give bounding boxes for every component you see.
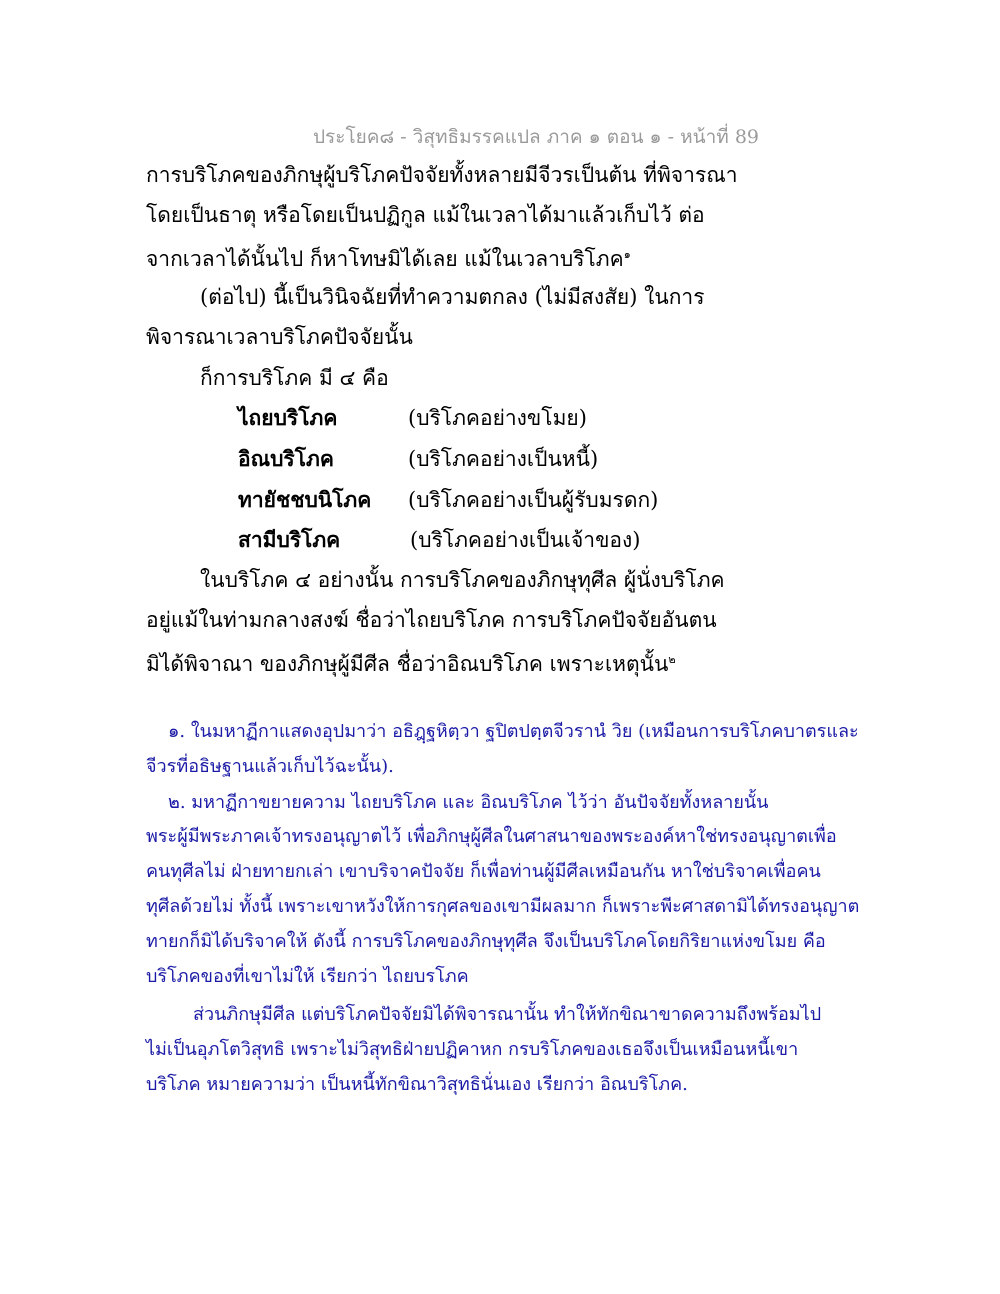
body-text: มิได้พิจาณา ของภิกษุผู้มีศีล ชื่อว่าอิณบริโภค เพราะเหตุนั้น [146,652,669,676]
footnote-line: ทุศีลด้วยไม่ ทั้งนี้ เพราะเขาหวังให้การกุศลของเขามีผลมาก ก็เพราะพีะศาสดามิได้ทรงอนุญาต [146,896,860,917]
footnote-line: ส่วนภิกษุมีศีล แต่บริโภคปัจจัยมิได้พิจารณานั้น ทำให้ทักขิณาขาดความถึงพร้อมไป [193,1004,822,1025]
body-line: ก็การบริโภค มี ๔ คือ [200,366,389,390]
kind-gloss: (บริโภคอย่างขโมย) [408,406,587,430]
page-header: ประโยค๘ - วิสุทธิมรรคแปล ภาค ๑ ตอน ๑ - หน้าที่ 89 [313,126,759,148]
kind-gloss: (บริโภคอย่างเป็นเจ้าของ) [410,528,641,552]
body-line: อยู่แม้ในท่ามกลางสงฆ์ ชื่อว่าไถยบริโภค การบริโภคปัจจัยอันตน [146,608,717,632]
footnote-line: ๑. ในมหาฏีกาแสดงอุปมาว่า อธิฎฺฐหิตฺวา ฐปิตปตฺตจีวรานํ วิย (เหมือนการบริโภคบาตรและ [168,721,859,742]
footnote-line: บริโภค หมายความว่า เป็นหนี้ทักขิณาวิสุทธินั่นเอง เรียกว่า อิณบริโภค. [146,1074,688,1095]
footnote-line: บริโภคของที่เขาไม่ให้ เรียกว่า ไถยบรโภค [146,966,469,987]
kind-gloss: (บริโภคอย่างเป็นผู้รับมรดก) [408,488,659,512]
body-line [146,240,631,274]
body-text: จากเวลาได้นั้นไป ก็หาโทษมิได้เลย แม้ในเวลาบริโภค [146,247,624,271]
footnote-line: จีวรที่อธิษฐานแล้วเก็บไว้ฉะนั้น). [146,756,394,777]
body-line: การบริโภคของภิกษุผู้บริโภคปัจจัยทั้งหลายมีจีวรเป็นต้น ที่พิจารณา [146,163,738,187]
footnote-line: คนทุศีลไม่ ฝ่ายทายกเล่า เขาบริจาคปัจจัย ก็เพื่อท่านผู้มีศีลเหมือนกัน หาใช่บริจาคเพื่อคน [146,861,821,882]
kind-term: อิณบริโภค [238,446,334,471]
kind-term: สามีบริโภค [238,527,341,552]
footnote-line: ๒. มหาฏีกาขยายความ ไถยบริโภค และ อิณบริโภค ไว้ว่า อันปัจจัยทั้งหลายนั้น [168,792,769,813]
body-line [146,645,676,679]
kind-gloss: (บริโภคอย่างเป็นหนี้) [408,447,599,471]
footnote-mark: ๑ [623,248,631,261]
body-line: พิจารณาเวลาบริโภคปัจจัยนั้น [146,325,413,349]
kind-term: ไถยบริโภค [238,405,338,430]
footnote-mark: ๒ [668,653,676,666]
footnote-line: ทายกก็มิได้บริจาคให้ ดังนี้ การบริโภคของภิกษุทุศีล จึงเป็นบริโภคโดยกิริยาแห่งขโมย คือ [146,931,826,952]
body-line: ในบริโภค ๔ อย่างนั้น การบริโภคของภิกษุทุศีล ผู้นั่งบริโภค [200,568,725,592]
kind-term: ทายัชชบนิโภค [238,487,372,512]
footnote-line: พระผู้มีพระภาคเจ้าทรงอนุญาตไว้ เพื่อภิกษุผู้ศีลในศาสนาของพระองค์หาใช่ทรงอนุญาตเพื่อ [146,826,837,847]
footnote-line: ไม่เป็นอุภโตวิสุทธิ เพราะไม่วิสุทธิฝ่ายปฏิคาหก กรบริโภคของเธอจึงเป็นเหมือนหนี้เขา [146,1039,799,1060]
body-line: (ต่อไป) นี้เป็นวินิจฉัยที่ทำความตกลง (ไม่มีสงสัย) ในการ [200,285,705,309]
body-line: โดยเป็นธาตุ หรือโดยเป็นปฏิกูล แม้ในเวลาได้มาแล้วเก็บไว้ ต่อ [146,203,705,227]
